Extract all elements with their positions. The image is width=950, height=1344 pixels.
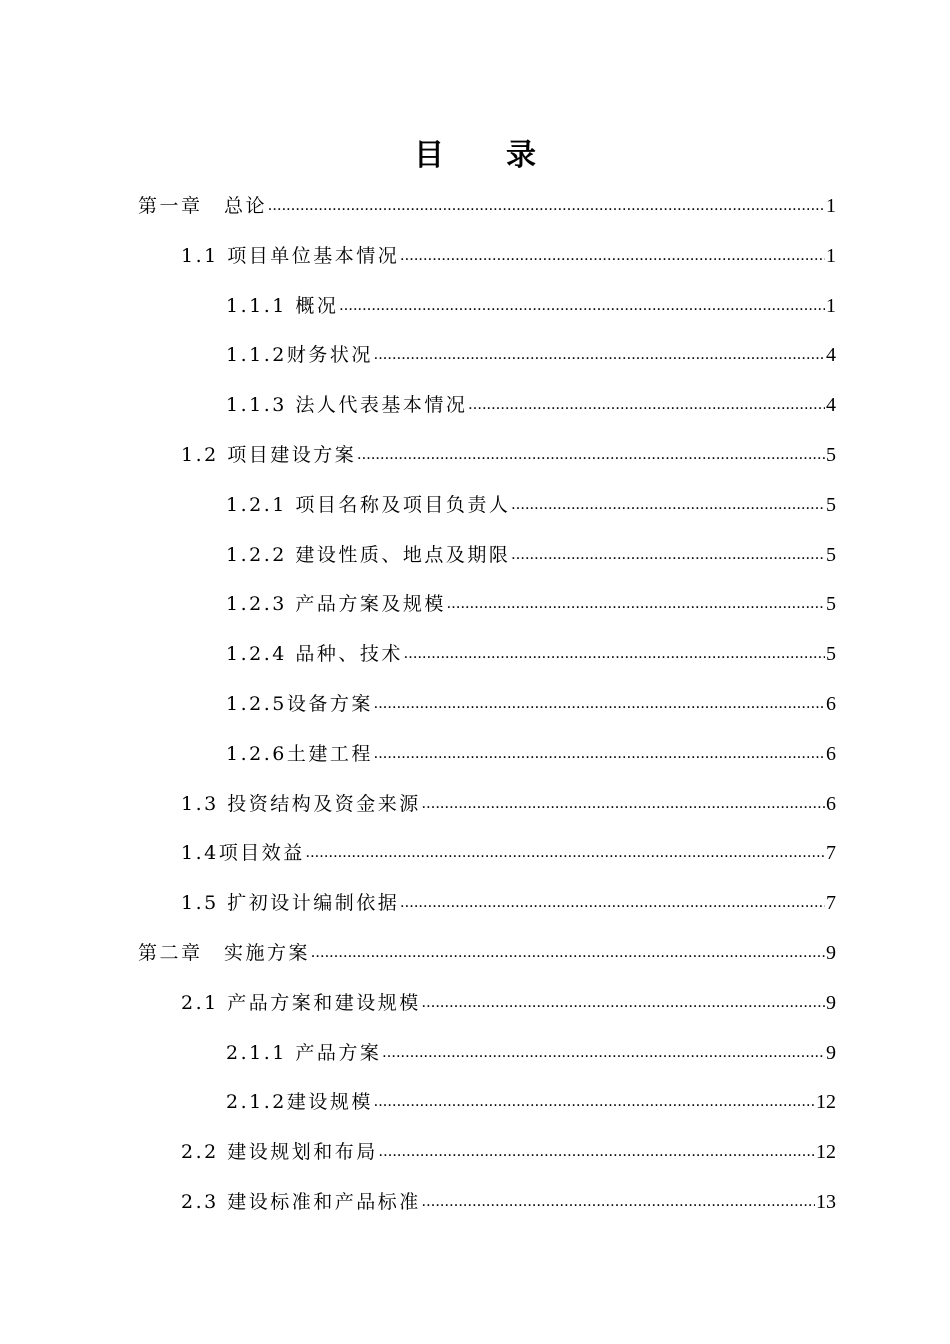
toc-entry-title: 第一章 总论	[138, 195, 268, 217]
toc-entry[interactable]	[138, 178, 836, 218]
toc-entry[interactable]	[226, 278, 836, 318]
toc-dot-leader	[400, 891, 825, 915]
toc-entry-title: 1.3 投资结构及资金来源	[181, 792, 421, 815]
toc-dot-leader	[374, 343, 825, 367]
toc-page-number: 6	[826, 693, 836, 715]
toc-entry[interactable]	[181, 427, 836, 467]
toc-entry[interactable]	[226, 1025, 836, 1065]
toc-entry-title: 1.2.6土建工程	[226, 742, 373, 765]
toc-page-number: 1	[826, 294, 836, 317]
toc-entry-title: 1.2 项目建设方案	[181, 444, 357, 466]
toc-page-number: 1	[826, 244, 836, 267]
toc-dot-leader	[511, 543, 825, 567]
toc-page-number: 9	[826, 991, 836, 1014]
toc-entry-title: 1.5 扩初设计编制依据	[181, 892, 400, 915]
toc-dot-leader	[404, 642, 825, 666]
toc-entry-title: 1.1.3 法人代表基本情况	[226, 394, 468, 417]
toc-dot-leader	[511, 493, 825, 517]
toc-page-number: 6	[826, 742, 836, 765]
toc-dot-leader	[374, 1090, 815, 1114]
toc-page-number: 5	[826, 543, 836, 566]
toc-entry-title: 1.1 项目单位基本情况	[181, 244, 400, 267]
toc-page-number: 4	[826, 394, 836, 417]
toc-dot-leader	[374, 692, 825, 716]
toc-entry[interactable]	[226, 327, 836, 367]
toc-page-number: 12	[816, 1141, 836, 1164]
toc-dot-leader	[382, 1041, 825, 1065]
toc-dot-leader	[268, 194, 825, 218]
toc-entry[interactable]	[181, 1174, 836, 1214]
toc-dot-leader	[374, 742, 825, 766]
toc-page-number: 7	[826, 842, 836, 865]
toc-entry-title: 2.1 产品方案和建设规模	[181, 991, 421, 1014]
toc-entry[interactable]	[181, 875, 836, 915]
toc-entry[interactable]	[181, 975, 836, 1015]
toc-entry[interactable]	[226, 576, 836, 616]
page-title	[0, 130, 950, 174]
toc-page-number: 5	[826, 593, 836, 616]
toc-entry[interactable]	[181, 776, 836, 816]
toc-page-number: 5	[826, 444, 836, 466]
toc-entry-title: 1.2.3 产品方案及规模	[226, 593, 446, 616]
toc-dot-leader	[379, 1140, 815, 1164]
toc-entry[interactable]	[181, 228, 836, 268]
toc-entry-title: 2.2 建设规划和布局	[181, 1141, 378, 1164]
toc-entry-title: 2.1.1 产品方案	[226, 1041, 382, 1064]
toc-entry[interactable]	[181, 1124, 836, 1164]
toc-dot-leader	[357, 443, 825, 467]
toc-entry-title: 1.1.1 概况	[226, 294, 339, 317]
toc-entry-title: 1.1.2财务状况	[226, 344, 373, 367]
toc-page-number: 12	[816, 1091, 836, 1114]
toc-page-number: 5	[826, 493, 836, 516]
toc-entry[interactable]	[226, 626, 836, 666]
toc-page-number: 6	[826, 792, 836, 815]
toc-page-number: 9	[826, 942, 836, 964]
toc-entry-title: 1.2.2 建设性质、地点及期限	[226, 543, 511, 566]
toc-entry[interactable]	[226, 726, 836, 766]
toc-page-number: 7	[826, 892, 836, 915]
toc-dot-leader	[311, 941, 825, 965]
toc-dot-leader	[339, 294, 825, 318]
toc-entry-title: 1.2.4 品种、技术	[226, 643, 403, 666]
toc-entry-title: 1.4项目效益	[181, 842, 305, 865]
toc-dot-leader	[468, 393, 825, 417]
toc-entry-title: 1.2.5设备方案	[226, 693, 373, 715]
toc-entry-title: 2.1.2建设规模	[226, 1091, 373, 1114]
toc-entry[interactable]	[226, 477, 836, 517]
title-char-1: 目	[414, 138, 444, 173]
toc-dot-leader	[422, 792, 825, 816]
toc-dot-leader	[422, 1190, 815, 1214]
toc-page-number: 5	[826, 643, 836, 666]
toc-page-number: 13	[816, 1191, 836, 1213]
toc-entry[interactable]	[181, 825, 836, 865]
title-char-2: 录	[506, 138, 536, 173]
toc-dot-leader	[447, 592, 825, 616]
toc-entry-title: 第二章 实施方案	[138, 942, 311, 964]
toc-page-number: 9	[826, 1041, 836, 1064]
toc-entry[interactable]	[226, 527, 836, 567]
toc-entry[interactable]	[226, 1074, 836, 1114]
toc-entry[interactable]	[226, 676, 836, 716]
toc-page-number: 4	[826, 344, 836, 367]
toc-entry-title: 1.2.1 项目名称及项目负责人	[226, 493, 511, 516]
toc-dot-leader	[306, 841, 825, 865]
toc-dot-leader	[422, 991, 825, 1015]
toc-dot-leader	[400, 244, 825, 268]
toc-page-number: 1	[826, 195, 836, 217]
toc-entry[interactable]	[138, 925, 836, 965]
toc-entry-title: 2.3 建设标准和产品标准	[181, 1191, 421, 1213]
toc-entry[interactable]	[226, 377, 836, 417]
